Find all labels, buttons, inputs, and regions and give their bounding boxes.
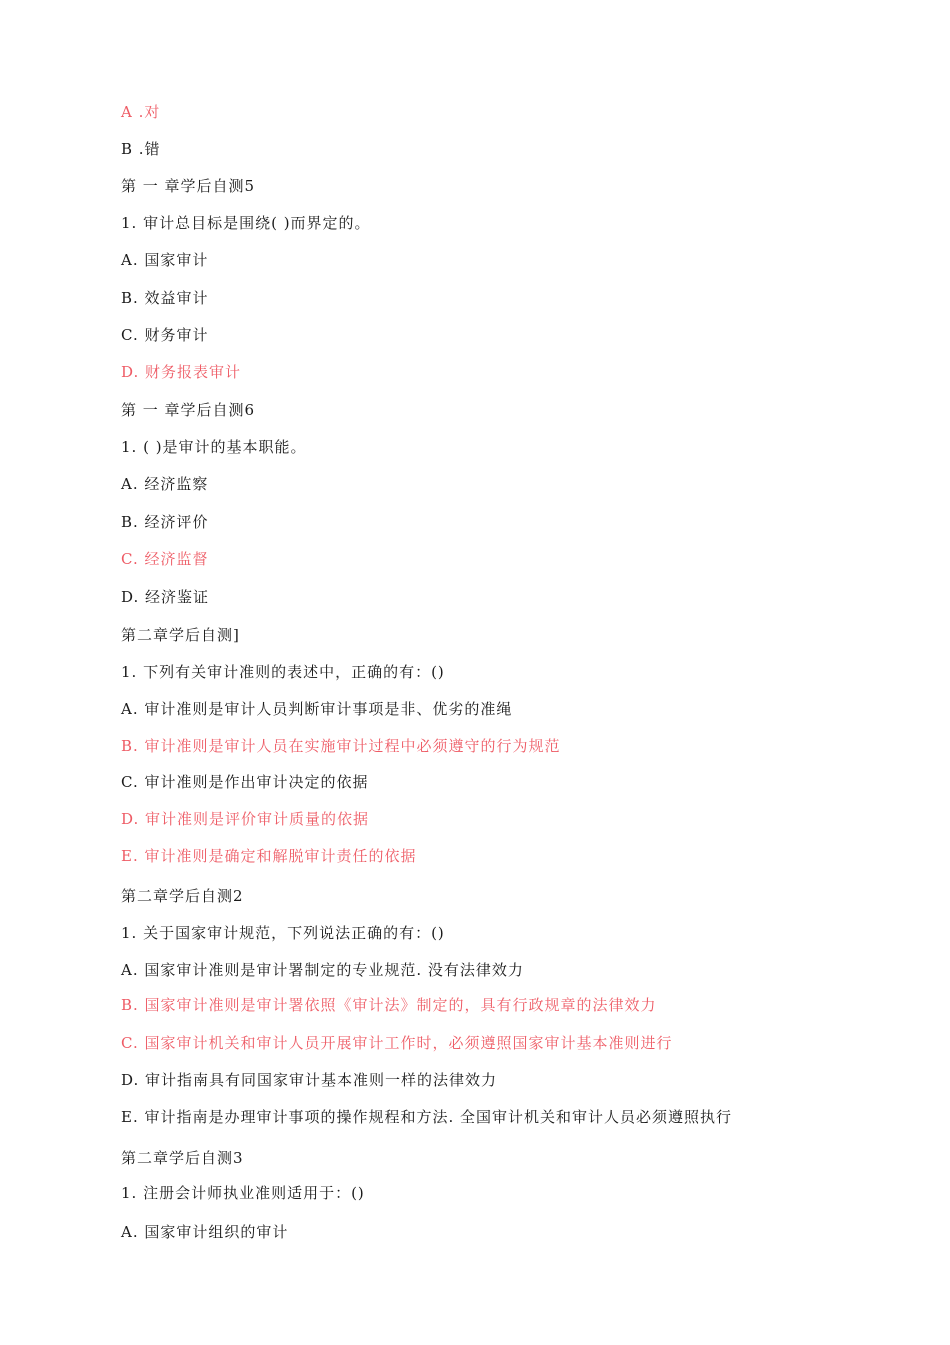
section-heading: 第二章学后自测3 — [121, 1149, 244, 1167]
option-line: B. 国家审计准则是审计署依照《审计法》制定的，具有行政规章的法律效力 — [121, 996, 657, 1014]
section-heading: 第二章学后自测2 — [121, 887, 244, 905]
option-line: C. 财务审计 — [121, 326, 209, 344]
question-line: 1. 审计总目标是围绕( )而界定的。 — [121, 214, 371, 232]
section-heading: 第二章学后自测] — [121, 626, 240, 644]
option-line: A .对 — [121, 103, 161, 121]
option-line: B. 审计准则是审计人员在实施审计过程中必须遵守的行为规范 — [121, 737, 561, 755]
question-line: 1. 关于国家审计规范，下列说法正确的有：() — [121, 924, 445, 942]
option-line: A. 国家审计准则是审计署制定的专业规范. 没有法律效力 — [121, 961, 524, 979]
option-line: A. 审计准则是审计人员判断审计事项是非、优劣的准绳 — [121, 700, 513, 718]
option-line: A. 国家审计组织的审计 — [121, 1223, 289, 1241]
option-line: A. 经济监察 — [121, 475, 209, 493]
option-line: C. 审计准则是作出审计决定的依据 — [121, 773, 369, 791]
option-line: B .错 — [121, 140, 161, 158]
option-line: D. 审计指南具有同国家审计基本准则一样的法律效力 — [121, 1071, 498, 1089]
option-line: C. 经济监督 — [121, 550, 209, 568]
option-line: C. 国家审计机关和审计人员开展审计工作时，必须遵照国家审计基本准则进行 — [121, 1034, 673, 1052]
option-line: B. 效益审计 — [121, 289, 209, 307]
option-line: D. 经济鉴证 — [121, 588, 210, 606]
option-line: D. 审计准则是评价审计质量的依据 — [121, 810, 370, 828]
option-line: E. 审计指南是办理审计事项的操作规程和方法. 全国审计机关和审计人员必须遵照执行 — [121, 1108, 733, 1126]
option-line: E. 审计准则是确定和解脱审计责任的依据 — [121, 847, 417, 865]
question-line: 1. 注册会计师执业准则适用于：() — [121, 1184, 365, 1202]
section-heading: 第 一 章学后自测5 — [121, 177, 256, 195]
question-line: 1. 下列有关审计准则的表述中，正确的有：() — [121, 663, 445, 681]
option-line: D. 财务报表审计 — [121, 363, 242, 381]
section-heading: 第 一 章学后自测6 — [121, 401, 256, 419]
question-line: 1. ( )是审计的基本职能。 — [121, 438, 307, 456]
option-line: A. 国家审计 — [121, 251, 209, 269]
option-line: B. 经济评价 — [121, 513, 209, 531]
